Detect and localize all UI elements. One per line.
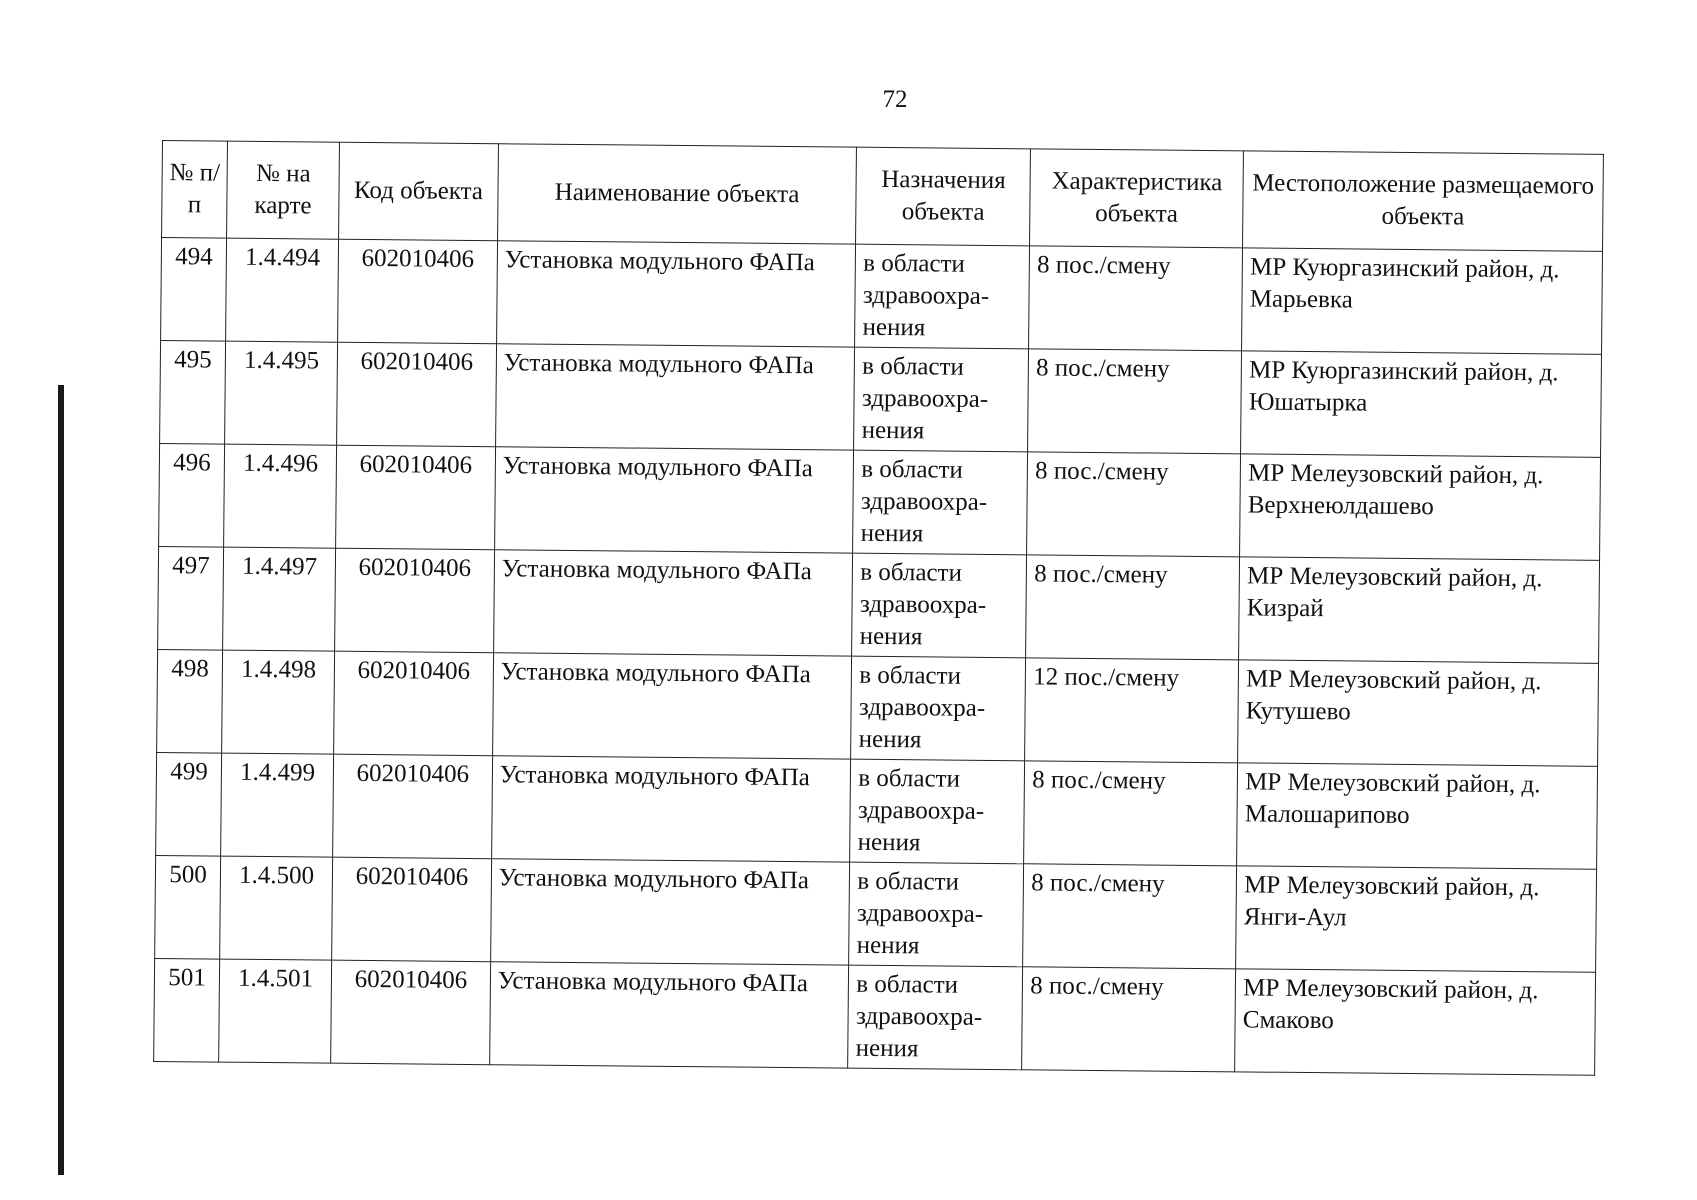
cell-name: Установка модульного ФАПа	[491, 756, 851, 862]
cell-location: МР Мелеузовский район, д. Кизрай	[1239, 557, 1600, 663]
cell-map: 1.4.497	[223, 547, 336, 651]
table-row	[158, 546, 1600, 663]
cell-num: 500	[155, 855, 221, 959]
cell-purpose: в области здравоохра-нения	[853, 450, 1028, 555]
table-row	[160, 340, 1602, 457]
cell-characteristic: 8 пос./смену	[1022, 967, 1236, 1072]
table-row	[159, 443, 1601, 560]
table-row	[155, 855, 1597, 972]
cell-characteristic: 8 пос./смену	[1028, 349, 1242, 454]
cell-code: 602010406	[336, 445, 496, 550]
cell-map: 1.4.501	[219, 959, 332, 1063]
cell-purpose: в области здравоохра-нения	[852, 553, 1027, 658]
objects-table-wrapper	[153, 140, 1604, 1076]
scan-edge-mark	[58, 385, 64, 1175]
cell-map: 1.4.500	[220, 856, 333, 960]
cell-location: МР Куюргазинский район, д. Марьевка	[1242, 248, 1603, 354]
header-map: № на карте	[227, 141, 340, 239]
cell-code: 602010406	[338, 239, 498, 344]
header-location: Местоположение размещаемого объекта	[1243, 151, 1604, 251]
cell-name: Установка модульного ФАПа	[494, 447, 854, 553]
cell-characteristic: 8 пос./смену	[1026, 555, 1240, 660]
cell-map: 1.4.499	[221, 753, 334, 857]
table-header-row	[162, 141, 1604, 252]
header-name: Наименование объекта	[497, 144, 857, 244]
header-purpose: Назначения объекта	[856, 147, 1031, 246]
cell-code: 602010406	[335, 548, 495, 653]
cell-characteristic: 12 пос./смену	[1025, 658, 1239, 763]
cell-name: Установка модульного ФАПа	[495, 344, 855, 450]
cell-code: 602010406	[331, 960, 491, 1065]
cell-characteristic: 8 пос./смену	[1024, 761, 1238, 866]
cell-code: 602010406	[332, 857, 492, 962]
cell-purpose: в области здравоохра-нения	[849, 862, 1024, 967]
cell-map: 1.4.495	[225, 341, 338, 445]
cell-characteristic: 8 пос./смену	[1023, 864, 1237, 969]
cell-characteristic: 8 пос./смену	[1029, 246, 1243, 351]
cell-location: МР Мелеузовский район, д. Малошарипово	[1237, 763, 1598, 869]
cell-purpose: в области здравоохра-нения	[855, 244, 1030, 349]
cell-name: Установка модульного ФАПа	[489, 962, 849, 1068]
cell-num: 501	[154, 958, 220, 1062]
cell-name: Установка модульного ФАПа	[492, 653, 852, 759]
cell-location: МР Мелеузовский район, д. Кутушево	[1238, 660, 1599, 766]
cell-num: 499	[156, 752, 222, 856]
table-row	[154, 958, 1596, 1075]
header-num: № п/п	[162, 141, 228, 239]
cell-code: 602010406	[337, 342, 497, 447]
cell-purpose: в области здравоохра-нения	[854, 347, 1029, 452]
cell-name: Установка модульного ФАПа	[493, 550, 853, 656]
cell-num: 495	[160, 340, 226, 444]
cell-num: 494	[161, 238, 227, 342]
cell-map: 1.4.498	[222, 650, 335, 754]
objects-table	[153, 140, 1604, 1076]
cell-purpose: в области здравоохра-нения	[848, 965, 1023, 1070]
cell-num: 498	[157, 649, 223, 753]
cell-map: 1.4.496	[224, 444, 337, 548]
table-row	[157, 649, 1599, 766]
cell-code: 602010406	[333, 754, 493, 859]
table-row	[156, 752, 1598, 869]
cell-location: МР Мелеузовский район, д. Верхнеюлдашево	[1240, 454, 1601, 560]
cell-location: МР Мелеузовский район, д. Смаково	[1235, 969, 1596, 1075]
cell-num: 496	[159, 443, 225, 547]
header-code: Код объекта	[339, 142, 499, 241]
header-characteristic: Характеристика объекта	[1030, 149, 1244, 248]
cell-name: Установка модульного ФАПа	[496, 241, 856, 347]
cell-location: МР Куюргазинский район, д. Юшатырка	[1241, 351, 1602, 457]
cell-characteristic: 8 пос./смену	[1027, 452, 1241, 557]
cell-name: Установка модульного ФАПа	[490, 859, 850, 965]
cell-code: 602010406	[334, 651, 494, 756]
cell-map: 1.4.494	[226, 238, 339, 342]
cell-num: 497	[158, 546, 224, 650]
cell-purpose: в области здравоохра-нения	[850, 759, 1025, 864]
table-row	[161, 238, 1603, 355]
page-number: 72	[882, 86, 908, 113]
cell-purpose: в области здравоохра-нения	[851, 656, 1026, 761]
cell-location: МР Мелеузовский район, д. Янги-Аул	[1236, 866, 1597, 972]
